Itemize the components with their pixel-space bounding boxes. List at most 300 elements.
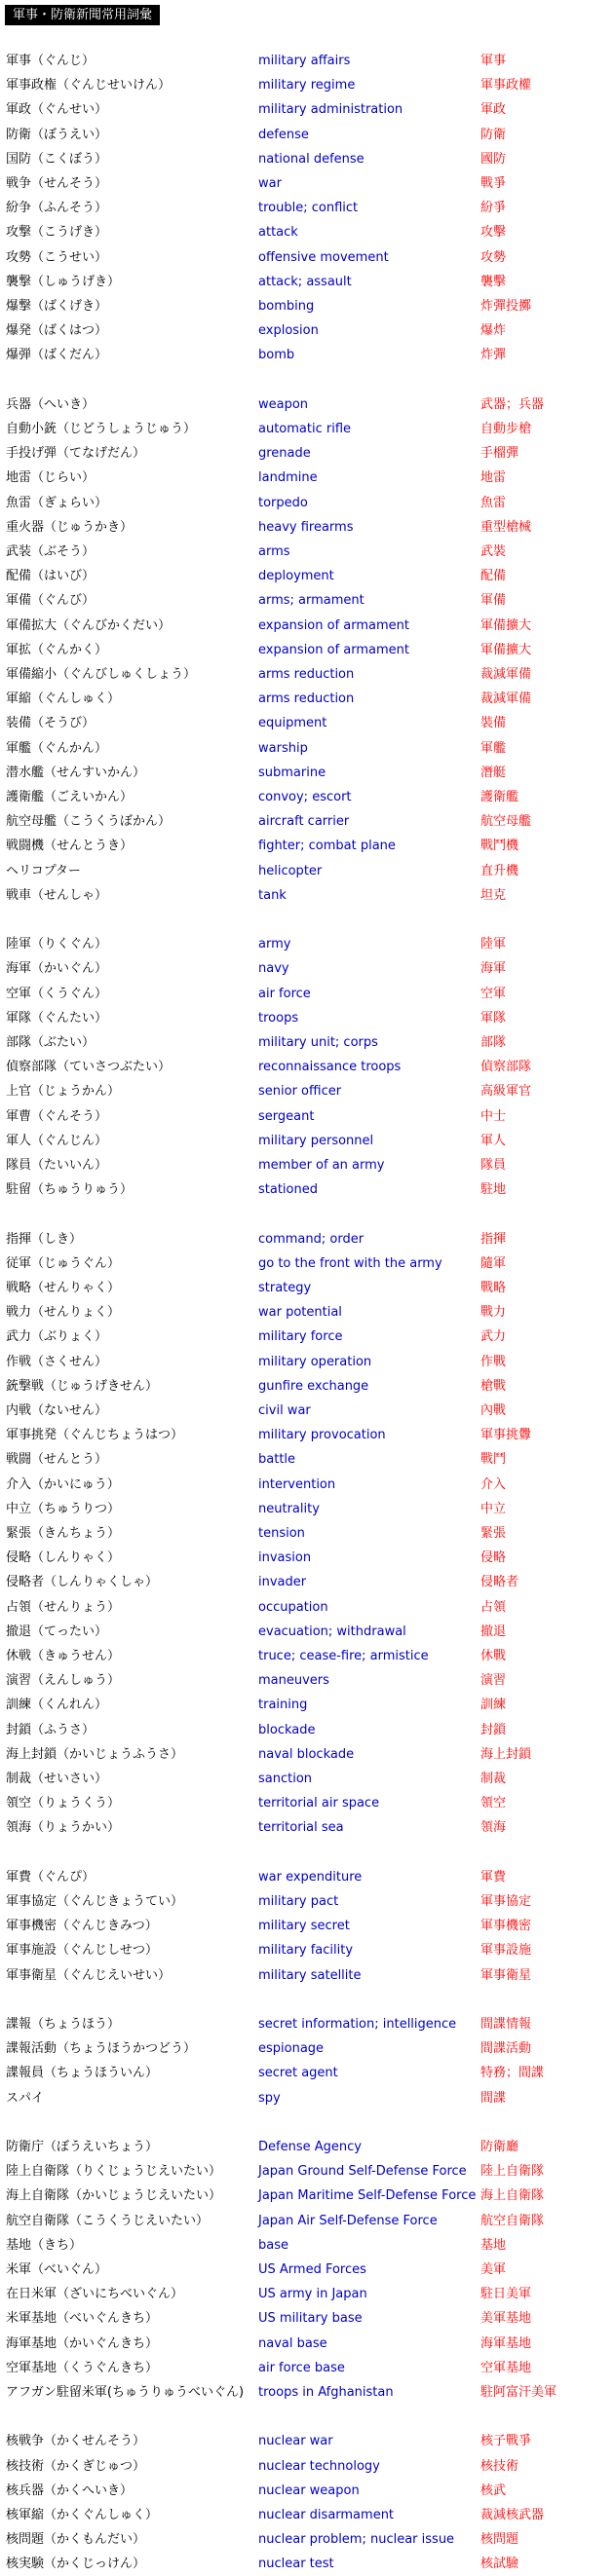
- japanese-term: 演習（えんしゅう）: [6, 1673, 121, 1689]
- english-term: arms: [258, 544, 290, 559]
- glossary-entry: [0, 491, 614, 515]
- glossary-entry: [0, 1668, 614, 1693]
- japanese-term: 軍拡（ぐんかく）: [6, 642, 108, 657]
- japanese-term: 指揮（しき）: [6, 1231, 83, 1247]
- chinese-term: 攻勢: [480, 249, 507, 265]
- japanese-term: 侵略者（しんりゃくしゃ）: [6, 1575, 159, 1590]
- japanese-term: 航空母艦（こうくうぼかん）: [6, 814, 172, 830]
- chinese-term: 軍事挑釁: [480, 1428, 532, 1443]
- japanese-term: 制裁（せいさい）: [6, 1772, 108, 1786]
- english-term: gunfire exchange: [258, 1378, 369, 1394]
- japanese-term: 休戦（きゅうせん）: [6, 1649, 121, 1663]
- chinese-term: 國防: [480, 151, 507, 167]
- english-term: warship: [258, 740, 308, 756]
- glossary-entry: [0, 2356, 614, 2380]
- glossary-entry: [0, 956, 614, 981]
- english-term: military affairs: [258, 54, 351, 68]
- glossary-entry: [0, 1079, 614, 1103]
- chinese-term: 軍備擴大: [480, 617, 532, 633]
- glossary-entry: [0, 1129, 614, 1153]
- japanese-term: 海上封鎖（かいじょうふうさ）: [6, 1746, 184, 1762]
- glossary-entry: [0, 73, 614, 97]
- glossary-entry: [0, 171, 614, 196]
- english-term: tension: [258, 1526, 305, 1541]
- chinese-term: 戰力: [480, 1305, 507, 1321]
- glossary-entry: [0, 1521, 614, 1546]
- glossary-entry: [0, 1693, 614, 1717]
- japanese-term: ヘリコプター: [6, 863, 81, 878]
- english-term: expansion of armament: [258, 617, 410, 633]
- glossary-entry: [0, 2258, 614, 2282]
- japanese-term: 軍備拡大（ぐんびかくだい）: [6, 617, 172, 633]
- glossary-entry: [0, 1718, 614, 1742]
- chinese-term: 潛艇: [480, 765, 507, 780]
- japanese-term: 占領（せんりょう）: [6, 1599, 121, 1615]
- english-term: war expenditure: [258, 1869, 363, 1885]
- japanese-term: 軍事政権（ぐんじせいけん）: [6, 78, 172, 93]
- chinese-term: 護衛艦: [480, 790, 519, 804]
- english-term: explosion: [258, 323, 319, 339]
- english-term: deployment: [258, 569, 334, 584]
- chinese-term: 間諜情報: [480, 2017, 532, 2032]
- chinese-term: 戰鬥: [480, 1452, 507, 1468]
- chinese-term: 裁減軍備: [480, 691, 532, 707]
- japanese-term: 軍隊（ぐんたい）: [6, 1010, 108, 1026]
- glossary-entry: [0, 687, 614, 711]
- japanese-term: 空軍（くうぐん）: [6, 986, 108, 1001]
- english-term: invasion: [258, 1550, 312, 1566]
- japanese-term: 軍事施設（ぐんじしせつ）: [6, 1943, 159, 1959]
- english-term: member of an army: [258, 1158, 385, 1173]
- english-term: navy: [258, 961, 289, 977]
- english-term: evacuation; withdrawal: [258, 1624, 406, 1639]
- chinese-term: 魚雷: [480, 495, 507, 510]
- glossary-entry: [0, 540, 614, 564]
- japanese-term: 国防（こくぼう）: [6, 151, 108, 167]
- glossary-entry: [0, 2036, 614, 2061]
- english-term: territorial air space: [258, 1796, 380, 1811]
- japanese-term: 上官（じょうかん）: [6, 1084, 121, 1100]
- chinese-term: 軍隊: [480, 1010, 507, 1026]
- english-term: sanction: [258, 1772, 313, 1786]
- chinese-term: 中士: [480, 1108, 507, 1124]
- glossary-entry: [0, 1914, 614, 1938]
- japanese-term: 銃撃戦（じゅうげきせん）: [6, 1378, 159, 1394]
- glossary-entry: [0, 1276, 614, 1300]
- glossary-entry: [0, 2552, 614, 2576]
- japanese-term: 装備（そうび）: [6, 716, 96, 731]
- japanese-term: 戦争（せんそう）: [6, 176, 108, 191]
- chinese-term: 空軍: [480, 986, 507, 1001]
- chinese-term: 駐阿富汗美軍: [480, 2385, 557, 2400]
- glossary-entry: [0, 2012, 614, 2036]
- glossary-entry: [0, 2061, 614, 2085]
- english-term: civil war: [258, 1403, 311, 1418]
- chinese-term: 領海: [480, 1820, 507, 1836]
- chinese-term: 武裝: [480, 544, 507, 559]
- chinese-term: 作戰: [480, 1354, 507, 1369]
- japanese-term: 米軍（べいぐん）: [6, 2262, 108, 2277]
- english-term: US Armed Forces: [258, 2262, 366, 2277]
- english-term: arms reduction: [258, 691, 355, 707]
- chinese-term: 裁減核武器: [480, 2508, 545, 2522]
- glossary-entry: [0, 1963, 614, 1988]
- japanese-term: 護衛艦（ごえいかん）: [6, 790, 134, 804]
- chinese-term: 軍費: [480, 1869, 507, 1885]
- chinese-term: 軍備: [480, 593, 507, 609]
- japanese-term: 武力（ぶりょく）: [6, 1329, 108, 1345]
- japanese-term: 米軍基地（べいぐんきち）: [6, 2311, 159, 2327]
- english-term: nuclear weapon: [258, 2483, 360, 2498]
- japanese-term: 防衛（ぼうえい）: [6, 127, 108, 142]
- glossary-entry: [0, 761, 614, 785]
- chinese-term: 間諜: [480, 2090, 507, 2106]
- english-term: landmine: [258, 470, 318, 486]
- chinese-term: 攻擊: [480, 225, 507, 241]
- glossary-entry: [0, 1423, 614, 1447]
- english-term: go to the front with the army: [258, 1255, 442, 1271]
- english-term: nuclear problem; nuclear issue: [258, 2532, 455, 2548]
- glossary-entry: [0, 1399, 614, 1423]
- english-term: trouble; conflict: [258, 201, 359, 216]
- japanese-term: 軍費（ぐんぴ）: [6, 1869, 96, 1885]
- english-term: Defense Agency: [258, 2140, 362, 2154]
- glossary-entry: [0, 1644, 614, 1668]
- glossary-entry: [0, 343, 614, 367]
- english-term: military personnel: [258, 1133, 374, 1148]
- chinese-term: 炸彈投擲: [480, 299, 532, 314]
- english-term: convoy; escort: [258, 790, 352, 804]
- chinese-term: 核試驗: [480, 2557, 519, 2572]
- chinese-term: 緊張: [480, 1526, 507, 1541]
- english-term: espionage: [258, 2041, 325, 2057]
- glossary-entry: [0, 1473, 614, 1497]
- glossary-entry: [0, 49, 614, 73]
- chinese-term: 隨軍: [480, 1255, 507, 1271]
- glossary-entry: [0, 2159, 614, 2184]
- japanese-term: 諜報活動（ちょうほうかつどう）: [6, 2041, 197, 2057]
- chinese-term: 演習: [480, 1673, 507, 1689]
- english-term: air force base: [258, 2360, 345, 2375]
- chinese-term: 武器；兵器: [480, 396, 545, 412]
- japanese-term: 軍人（ぐんじん）: [6, 1133, 108, 1148]
- japanese-term: 自動小銃（じどうしょうじゅう）: [6, 422, 197, 436]
- glossary-entry: [0, 1815, 614, 1840]
- chinese-term: 坦克: [480, 887, 507, 903]
- japanese-term: 核戦争（かくせんそう）: [6, 2434, 146, 2449]
- glossary-entry: [0, 1889, 614, 1914]
- japanese-term: 核兵器（かくへいき）: [6, 2483, 134, 2498]
- chinese-term: 侵略: [480, 1550, 507, 1566]
- glossary-entry: [0, 515, 614, 540]
- chinese-term: 配備: [480, 569, 507, 584]
- glossary-entry: [0, 1374, 614, 1399]
- japanese-term: 諜報（ちょうほう）: [6, 2017, 121, 2032]
- chinese-term: 海軍基地: [480, 2335, 532, 2351]
- japanese-term: 訓練（くんれん）: [6, 1698, 108, 1713]
- chinese-term: 自動步槍: [480, 422, 532, 436]
- chinese-term: 炸彈: [480, 348, 507, 363]
- english-term: nuclear war: [258, 2434, 333, 2449]
- glossary-entry: [0, 564, 614, 588]
- chinese-term: 空軍基地: [480, 2360, 532, 2375]
- english-term: naval blockade: [258, 1746, 355, 1762]
- chinese-term: 軍事機密: [480, 1919, 532, 1934]
- english-term: aircraft carrier: [258, 814, 350, 830]
- japanese-term: 爆弾（ばくだん）: [6, 348, 108, 363]
- japanese-term: 魚雷（ぎょらい）: [6, 495, 108, 510]
- english-term: heavy firearms: [258, 519, 354, 535]
- glossary-entry: [0, 614, 614, 638]
- english-term: Japan Maritime Self-Defense Force: [258, 2188, 477, 2204]
- english-term: strategy: [258, 1281, 312, 1295]
- glossary-entry: [0, 97, 614, 122]
- japanese-term: 陸上自衛隊（りくじょうじえいたい）: [6, 2164, 222, 2180]
- english-term: torpedo: [258, 495, 308, 510]
- english-term: bombing: [258, 299, 315, 314]
- english-term: maneuvers: [258, 1673, 329, 1689]
- chinese-term: 領空: [480, 1796, 507, 1811]
- english-term: military force: [258, 1329, 343, 1345]
- chinese-term: 核技術: [480, 2458, 519, 2474]
- page-title: 軍事・防衛新聞常用詞彙: [5, 5, 160, 25]
- english-term: military pact: [258, 1894, 339, 1909]
- english-term: battle: [258, 1452, 296, 1468]
- chinese-term: 直升機: [480, 863, 519, 878]
- japanese-term: 軍事協定（ぐんじきょうてい）: [6, 1894, 184, 1909]
- glossary-entry: [0, 982, 614, 1006]
- japanese-term: 海上自衛隊（かいじょうじえいたい）: [6, 2188, 222, 2204]
- english-term: Japan Ground Self-Defense Force: [258, 2164, 467, 2180]
- glossary-entry: [0, 1791, 614, 1815]
- glossary-entry: [0, 123, 614, 147]
- japanese-term: 軍事機密（ぐんじきみつ）: [6, 1919, 158, 1934]
- english-term: army: [258, 937, 291, 952]
- glossary-entry: [0, 1104, 614, 1129]
- english-term: US military base: [258, 2311, 363, 2327]
- glossary-entry: [0, 196, 614, 220]
- chinese-term: 侵略者: [480, 1575, 519, 1590]
- japanese-term: 封鎖（ふうさ）: [6, 1722, 96, 1737]
- glossary-entry: [0, 294, 614, 318]
- japanese-term: 爆撃（ばくげき）: [6, 299, 108, 314]
- japanese-term: 爆発（ばくはつ）: [6, 323, 108, 339]
- chinese-term: 核武: [480, 2483, 507, 2498]
- glossary-entry: [0, 588, 614, 613]
- glossary-entry: [0, 1570, 614, 1594]
- japanese-term: 軍政（ぐんせい）: [6, 102, 108, 118]
- english-term: military operation: [258, 1354, 372, 1369]
- japanese-term: 海軍（かいぐん）: [6, 961, 108, 977]
- english-term: senior officer: [258, 1084, 342, 1100]
- english-term: base: [258, 2237, 288, 2253]
- japanese-term: 軍事衛星（ぐんじえいせい）: [6, 1967, 172, 1983]
- english-term: air force: [258, 986, 311, 1001]
- glossary-entry: [0, 2282, 614, 2306]
- glossary-entry: [0, 1620, 614, 1644]
- chinese-term: 手榴彈: [480, 446, 519, 462]
- english-term: truce; cease-fire; armistice: [258, 1649, 429, 1663]
- japanese-term: 軍事（ぐんじ）: [6, 54, 96, 68]
- chinese-term: 中立: [480, 1501, 507, 1516]
- chinese-term: 核問題: [480, 2532, 519, 2548]
- english-term: sergeant: [258, 1108, 315, 1124]
- english-term: intervention: [258, 1476, 336, 1492]
- chinese-term: 軍事協定: [480, 1894, 532, 1909]
- english-term: military facility: [258, 1943, 354, 1959]
- chinese-term: 軍備擴大: [480, 642, 532, 657]
- chinese-term: 撤退: [480, 1624, 507, 1639]
- english-term: offensive movement: [258, 249, 389, 265]
- chinese-term: 占領: [480, 1599, 507, 1615]
- chinese-term: 內戰: [480, 1403, 507, 1418]
- glossary-entry: [0, 662, 614, 687]
- japanese-term: 軍備縮小（ぐんびしゅくしょう）: [6, 667, 197, 682]
- japanese-term: 手投げ弾（てなげだん）: [6, 446, 146, 462]
- glossary-entry: [0, 1030, 614, 1055]
- glossary-entry: [0, 2184, 614, 2208]
- glossary-entry: [0, 834, 614, 858]
- english-term: military secret: [258, 1919, 350, 1934]
- english-term: expansion of armament: [258, 642, 410, 657]
- glossary-entry: [0, 785, 614, 809]
- english-term: nuclear test: [258, 2557, 334, 2572]
- glossary-entry: [0, 2332, 614, 2356]
- english-term: equipment: [258, 716, 327, 731]
- japanese-term: 配備（はいび）: [6, 569, 96, 584]
- chinese-term: 美軍: [480, 2262, 507, 2277]
- glossary-entry: [0, 270, 614, 294]
- japanese-term: 海軍基地（かいぐんきち）: [6, 2335, 159, 2351]
- glossary-entry: [0, 2479, 614, 2503]
- japanese-term: 兵器（へいき）: [6, 396, 96, 412]
- english-term: weapon: [258, 396, 309, 412]
- japanese-term: 戦略（せんりゃく）: [6, 1281, 121, 1295]
- glossary-entry: [0, 466, 614, 490]
- glossary-entry: [0, 2306, 614, 2331]
- glossary-entry: [0, 2429, 614, 2453]
- chinese-term: 裝備: [480, 716, 507, 731]
- chinese-term: 基地: [480, 2237, 507, 2253]
- chinese-term: 防衛廳: [480, 2140, 519, 2154]
- english-term: troops: [258, 1010, 299, 1026]
- english-term: grenade: [258, 446, 311, 462]
- glossary-entry: [0, 147, 614, 171]
- chinese-term: 軍事政權: [480, 78, 532, 93]
- chinese-term: 紛爭: [480, 201, 507, 216]
- japanese-term: 緊張（きんちょう）: [6, 1526, 121, 1541]
- japanese-term: アフガン駐留米軍(ちゅうりゅうべいぐん): [6, 2385, 245, 2400]
- japanese-term: 軍事挑発（ぐんじちょうはつ）: [6, 1428, 184, 1443]
- glossary-entry: [0, 392, 614, 417]
- chinese-term: 軍事設施: [480, 1943, 532, 1959]
- english-term: fighter; combat plane: [258, 839, 396, 854]
- chinese-term: 駐地: [480, 1182, 507, 1198]
- chinese-term: 軍政: [480, 102, 507, 118]
- glossary-entry: [0, 1350, 614, 1374]
- english-term: military regime: [258, 78, 356, 93]
- chinese-term: 航空自衛隊: [480, 2213, 545, 2228]
- english-term: US army in Japan: [258, 2287, 367, 2302]
- chinese-term: 隊員: [480, 1158, 507, 1173]
- chinese-term: 間諜活動: [480, 2041, 532, 2057]
- english-term: submarine: [258, 765, 326, 780]
- japanese-term: 核問題（かくもんだい）: [6, 2532, 146, 2548]
- glossary-entry: [0, 1006, 614, 1030]
- english-term: military administration: [258, 102, 403, 118]
- glossary-entry: [0, 220, 614, 244]
- japanese-term: 中立（ちゅうりつ）: [6, 1501, 121, 1516]
- chinese-term: 地雷: [480, 470, 507, 486]
- japanese-term: 戦車（せんしゃ）: [6, 887, 108, 903]
- english-term: stationed: [258, 1182, 318, 1198]
- japanese-term: 軍縮（ぐんしゅく）: [6, 691, 121, 707]
- japanese-term: 軍曹（ぐんそう）: [6, 1108, 108, 1124]
- glossary-entry: [0, 441, 614, 466]
- english-term: troops in Afghanistan: [258, 2385, 394, 2400]
- glossary-entry: [0, 736, 614, 761]
- glossary-entry: [0, 638, 614, 662]
- japanese-term: 紛争（ふんそう）: [6, 201, 108, 216]
- english-term: command; order: [258, 1231, 365, 1247]
- japanese-term: 武装（ぶそう）: [6, 544, 96, 559]
- chinese-term: 戰鬥機: [480, 839, 519, 854]
- chinese-term: 襲擊: [480, 274, 507, 289]
- japanese-term: 内戦（ないせん）: [6, 1403, 108, 1418]
- glossary-entry: [0, 1447, 614, 1472]
- glossary-entry: [0, 1742, 614, 1767]
- chinese-term: 核子戰爭: [480, 2434, 532, 2449]
- japanese-term: 侵略（しんりゃく）: [6, 1550, 121, 1566]
- japanese-term: 偵察部隊（ていさつぶたい）: [6, 1060, 172, 1075]
- chinese-term: 介入: [480, 1476, 507, 1492]
- chinese-term: 重型槍械: [480, 519, 532, 535]
- japanese-term: 軍備（ぐんび）: [6, 593, 96, 609]
- english-term: bomb: [258, 348, 295, 363]
- glossary-entry: [0, 1497, 614, 1521]
- japanese-term: スパイ: [6, 2090, 45, 2106]
- japanese-term: 襲撃（しゅうげき）: [6, 274, 121, 289]
- japanese-term: 従軍（じゅうぐん）: [6, 1255, 121, 1271]
- english-term: arms; armament: [258, 593, 365, 609]
- chinese-term: 封鎖: [480, 1722, 507, 1737]
- english-term: helicopter: [258, 863, 323, 878]
- japanese-term: 戦闘（せんとう）: [6, 1452, 108, 1468]
- chinese-term: 軍人: [480, 1133, 507, 1148]
- chinese-term: 航空母艦: [480, 814, 532, 830]
- glossary-entry: [0, 2209, 614, 2233]
- japanese-term: 介入（かいにゅう）: [6, 1476, 120, 1492]
- glossary-entry: [0, 1767, 614, 1791]
- english-term: war potential: [258, 1305, 342, 1321]
- glossary-entry: [0, 1938, 614, 1962]
- chinese-term: 裁減軍備: [480, 667, 532, 682]
- chinese-term: 陸軍: [480, 937, 507, 952]
- english-term: military unit; corps: [258, 1035, 378, 1050]
- japanese-term: 基地（きち）: [6, 2237, 83, 2253]
- glossary-entry: [0, 2233, 614, 2258]
- glossary-entry: [0, 932, 614, 956]
- japanese-term: 作戦（さくせん）: [6, 1354, 108, 1369]
- english-term: defense: [258, 127, 309, 142]
- japanese-term: 諜報員（ちょうほういん）: [6, 2066, 159, 2081]
- japanese-term: 核実験（かくじっけん）: [6, 2557, 146, 2572]
- japanese-term: 在日米軍（ざいにちべいぐん）: [6, 2287, 184, 2302]
- japanese-term: 攻撃（こうげき）: [6, 225, 108, 241]
- chinese-term: 制裁: [480, 1772, 507, 1786]
- glossary-entry: [0, 1153, 614, 1177]
- japanese-term: 領海（りょうかい）: [6, 1820, 121, 1836]
